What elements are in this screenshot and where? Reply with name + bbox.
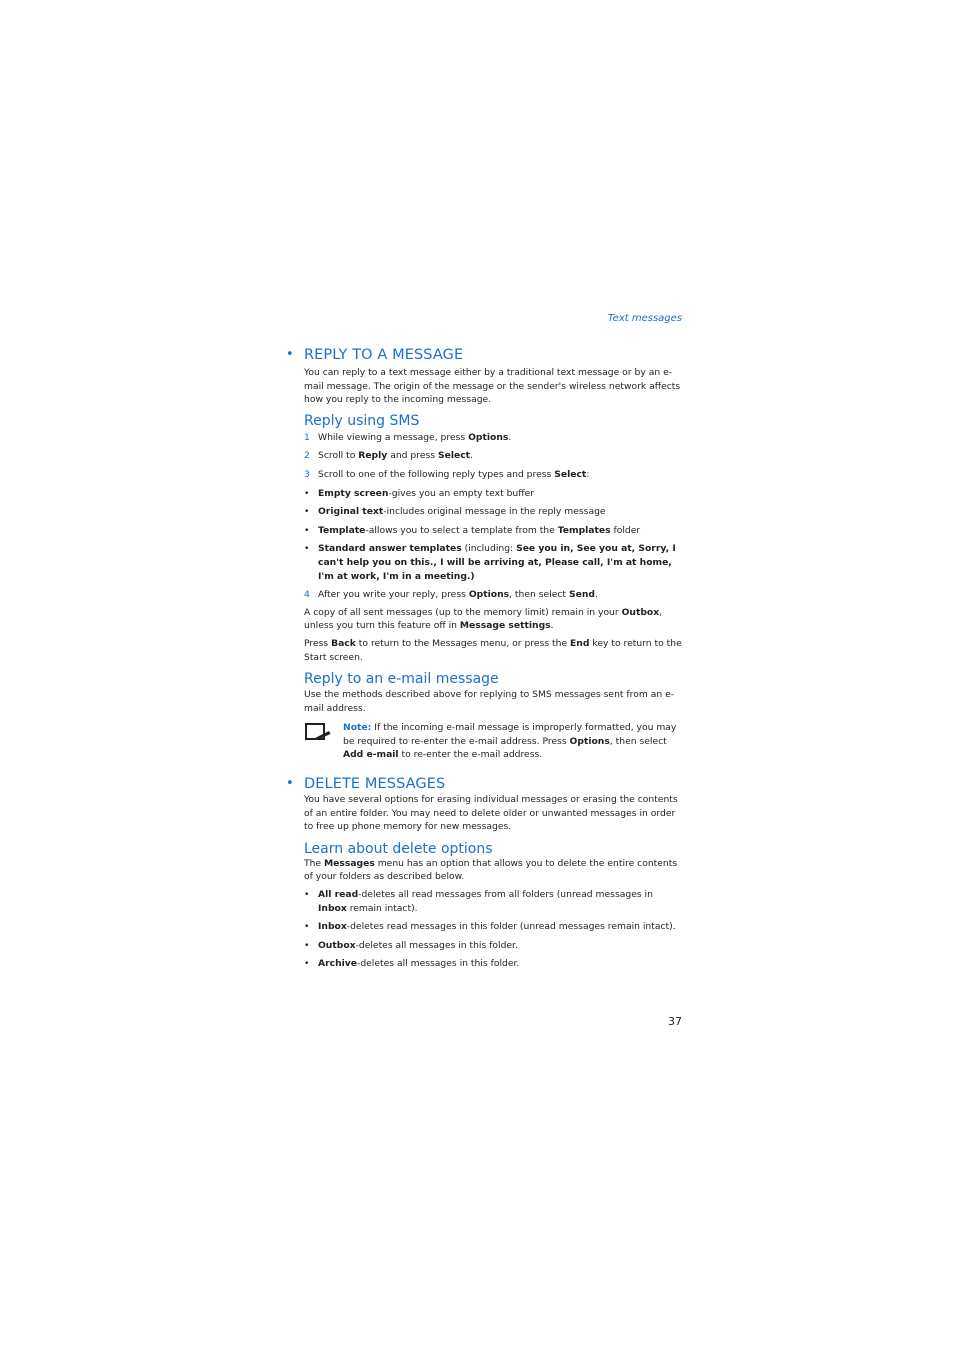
item-text: -deletes all messages in this folder. (355, 939, 518, 951)
para-text: to return to the Messages menu, or press the (355, 637, 571, 649)
list-item (304, 920, 682, 934)
note-body: , then select (609, 735, 667, 747)
item-text: -deletes all messages in this folder. (357, 958, 520, 970)
step-4 (304, 588, 682, 602)
item-text: -deletes all read messages from all folders (unread messages in (358, 889, 653, 901)
list-item (304, 505, 682, 519)
page-number: 37 (668, 1015, 682, 1028)
step-text: Scroll to one of the following reply types and press (318, 468, 555, 480)
step-number: 1 (304, 431, 310, 443)
list-bullet: • (304, 524, 310, 536)
step-text: Scroll to (318, 450, 359, 462)
step-keyword: Select (437, 450, 471, 462)
item-keyword: Empty screen (318, 487, 389, 499)
paragraph-back-end (304, 637, 682, 664)
item-text: remain intact). (346, 902, 418, 914)
list-bullet: • (304, 921, 310, 933)
heading-bullet: • (286, 347, 294, 362)
heading-bullet: • (286, 776, 294, 792)
step-keyword: Reply (358, 450, 388, 462)
item-text: (including: (461, 543, 517, 555)
item-keyword: Outbox (318, 939, 356, 951)
list-item (304, 524, 682, 538)
para-text: The (304, 857, 325, 869)
item-keyword: Archive (318, 958, 357, 970)
step-1 (304, 431, 682, 445)
step-number: 3 (304, 468, 310, 480)
item-keyword: Original text (318, 506, 384, 518)
item-keyword: Inbox (318, 921, 347, 933)
para-keyword: Outbox (621, 606, 660, 618)
step-text: . (508, 431, 512, 443)
subheading-reply-sms: Reply using SMS (304, 412, 420, 429)
list-item (304, 957, 682, 971)
section-intro: You can reply to a text message either by a traditional text message or by an e-mail message. The origin of the message or the sender's wireless network affects how you reply to the incoming message. (304, 367, 681, 406)
para-text: . (550, 620, 554, 632)
running-head: Text messages (607, 313, 682, 324)
step-text: and press (387, 450, 438, 462)
step-keyword: Select (554, 468, 587, 480)
note-body: to re-enter the e-mail address. (398, 749, 543, 761)
item-keyword: All read (318, 889, 359, 901)
step-2 (304, 449, 682, 463)
item-keyword: Standard answer templates (318, 543, 462, 555)
step-text: . (470, 450, 473, 462)
note-text (343, 721, 682, 762)
item-text: folder (610, 524, 641, 536)
step-text: After you write your reply, press (318, 589, 469, 601)
para-text: menu has an option that allows you to delete the entire contents of your folders as described below. (304, 857, 678, 883)
note-keyword: Add e-mail (343, 749, 399, 761)
item-keyword: Templates (557, 524, 611, 536)
para-text: A copy of all sent messages (up to the memory limit) remain in your (304, 606, 622, 618)
list-item (304, 542, 682, 583)
item-keyword: Inbox (318, 902, 347, 914)
subheading-delete-options: Learn about delete options (304, 840, 493, 857)
item-text: -includes original message in the reply message (383, 506, 606, 518)
para-text: , unless you turn this feature off in (304, 606, 663, 632)
list-bullet: • (304, 889, 310, 901)
step-3 (304, 468, 682, 482)
note-body: If the incoming e-mail message is improperly formatted, you may be required to re-enter the e-mail address. Press (343, 722, 677, 747)
item-keyword: Template (318, 524, 366, 536)
step-text: . (594, 589, 598, 601)
note-label: Note: (343, 722, 372, 734)
step-text: , then select (509, 589, 569, 601)
list-bullet: • (304, 939, 310, 951)
section-title: DELETE MESSAGES (304, 776, 446, 793)
step-text: While viewing a message, press (318, 431, 469, 443)
section-heading-reply (286, 346, 682, 364)
note-keyword: Options (569, 735, 610, 747)
list-item (304, 939, 682, 953)
item-text: -allows you to select a template from the (365, 524, 558, 536)
page-content (286, 346, 682, 971)
list-bullet: • (304, 487, 310, 499)
paragraph-delete-intro (304, 857, 682, 884)
para-keyword: Messages (324, 857, 375, 869)
step-keyword: Options (468, 431, 509, 443)
paragraph-email: Use the methods described above for replying to SMS messages sent from an e-mail address. (304, 689, 675, 714)
step-keyword: Options (468, 589, 510, 601)
list-bullet: • (304, 506, 310, 518)
step-keyword: Send (568, 589, 595, 601)
item-text: -gives you an empty text buffer (388, 487, 535, 499)
section-intro: You have several options for erasing individual messages or erasing the contents of an entire folder. You may need to delete older or unwanted messages in order to free up phone memory for new messages. (304, 794, 678, 833)
list-item (304, 487, 682, 501)
paragraph-outbox-copy (304, 606, 682, 633)
para-keyword: Message settings (459, 620, 551, 632)
section-title: REPLY TO A MESSAGE (304, 347, 464, 363)
step-text: : (586, 468, 590, 480)
item-keyword: See you in, See you at, Sorry, I can't help you on this., I will be arriving at, Please call, I'm at home, I'm at work, I'm in a meeting.) (318, 543, 676, 582)
list-bullet: • (304, 543, 310, 555)
para-text: key to return to the Start screen. (304, 637, 682, 663)
para-keyword: Back (331, 637, 356, 649)
para-keyword: End (570, 637, 590, 649)
subheading-reply-email: Reply to an e-mail message (304, 671, 499, 688)
note-box (304, 721, 682, 762)
step-number: 4 (304, 589, 310, 601)
step-number: 2 (304, 450, 310, 462)
section-heading-delete (286, 775, 682, 793)
item-text: -deletes read messages in this folder (unread messages remain intact). (346, 921, 676, 933)
note-pad-icon (305, 723, 331, 741)
list-item (304, 888, 682, 915)
list-bullet: • (304, 958, 310, 970)
para-text: Press (304, 637, 332, 649)
